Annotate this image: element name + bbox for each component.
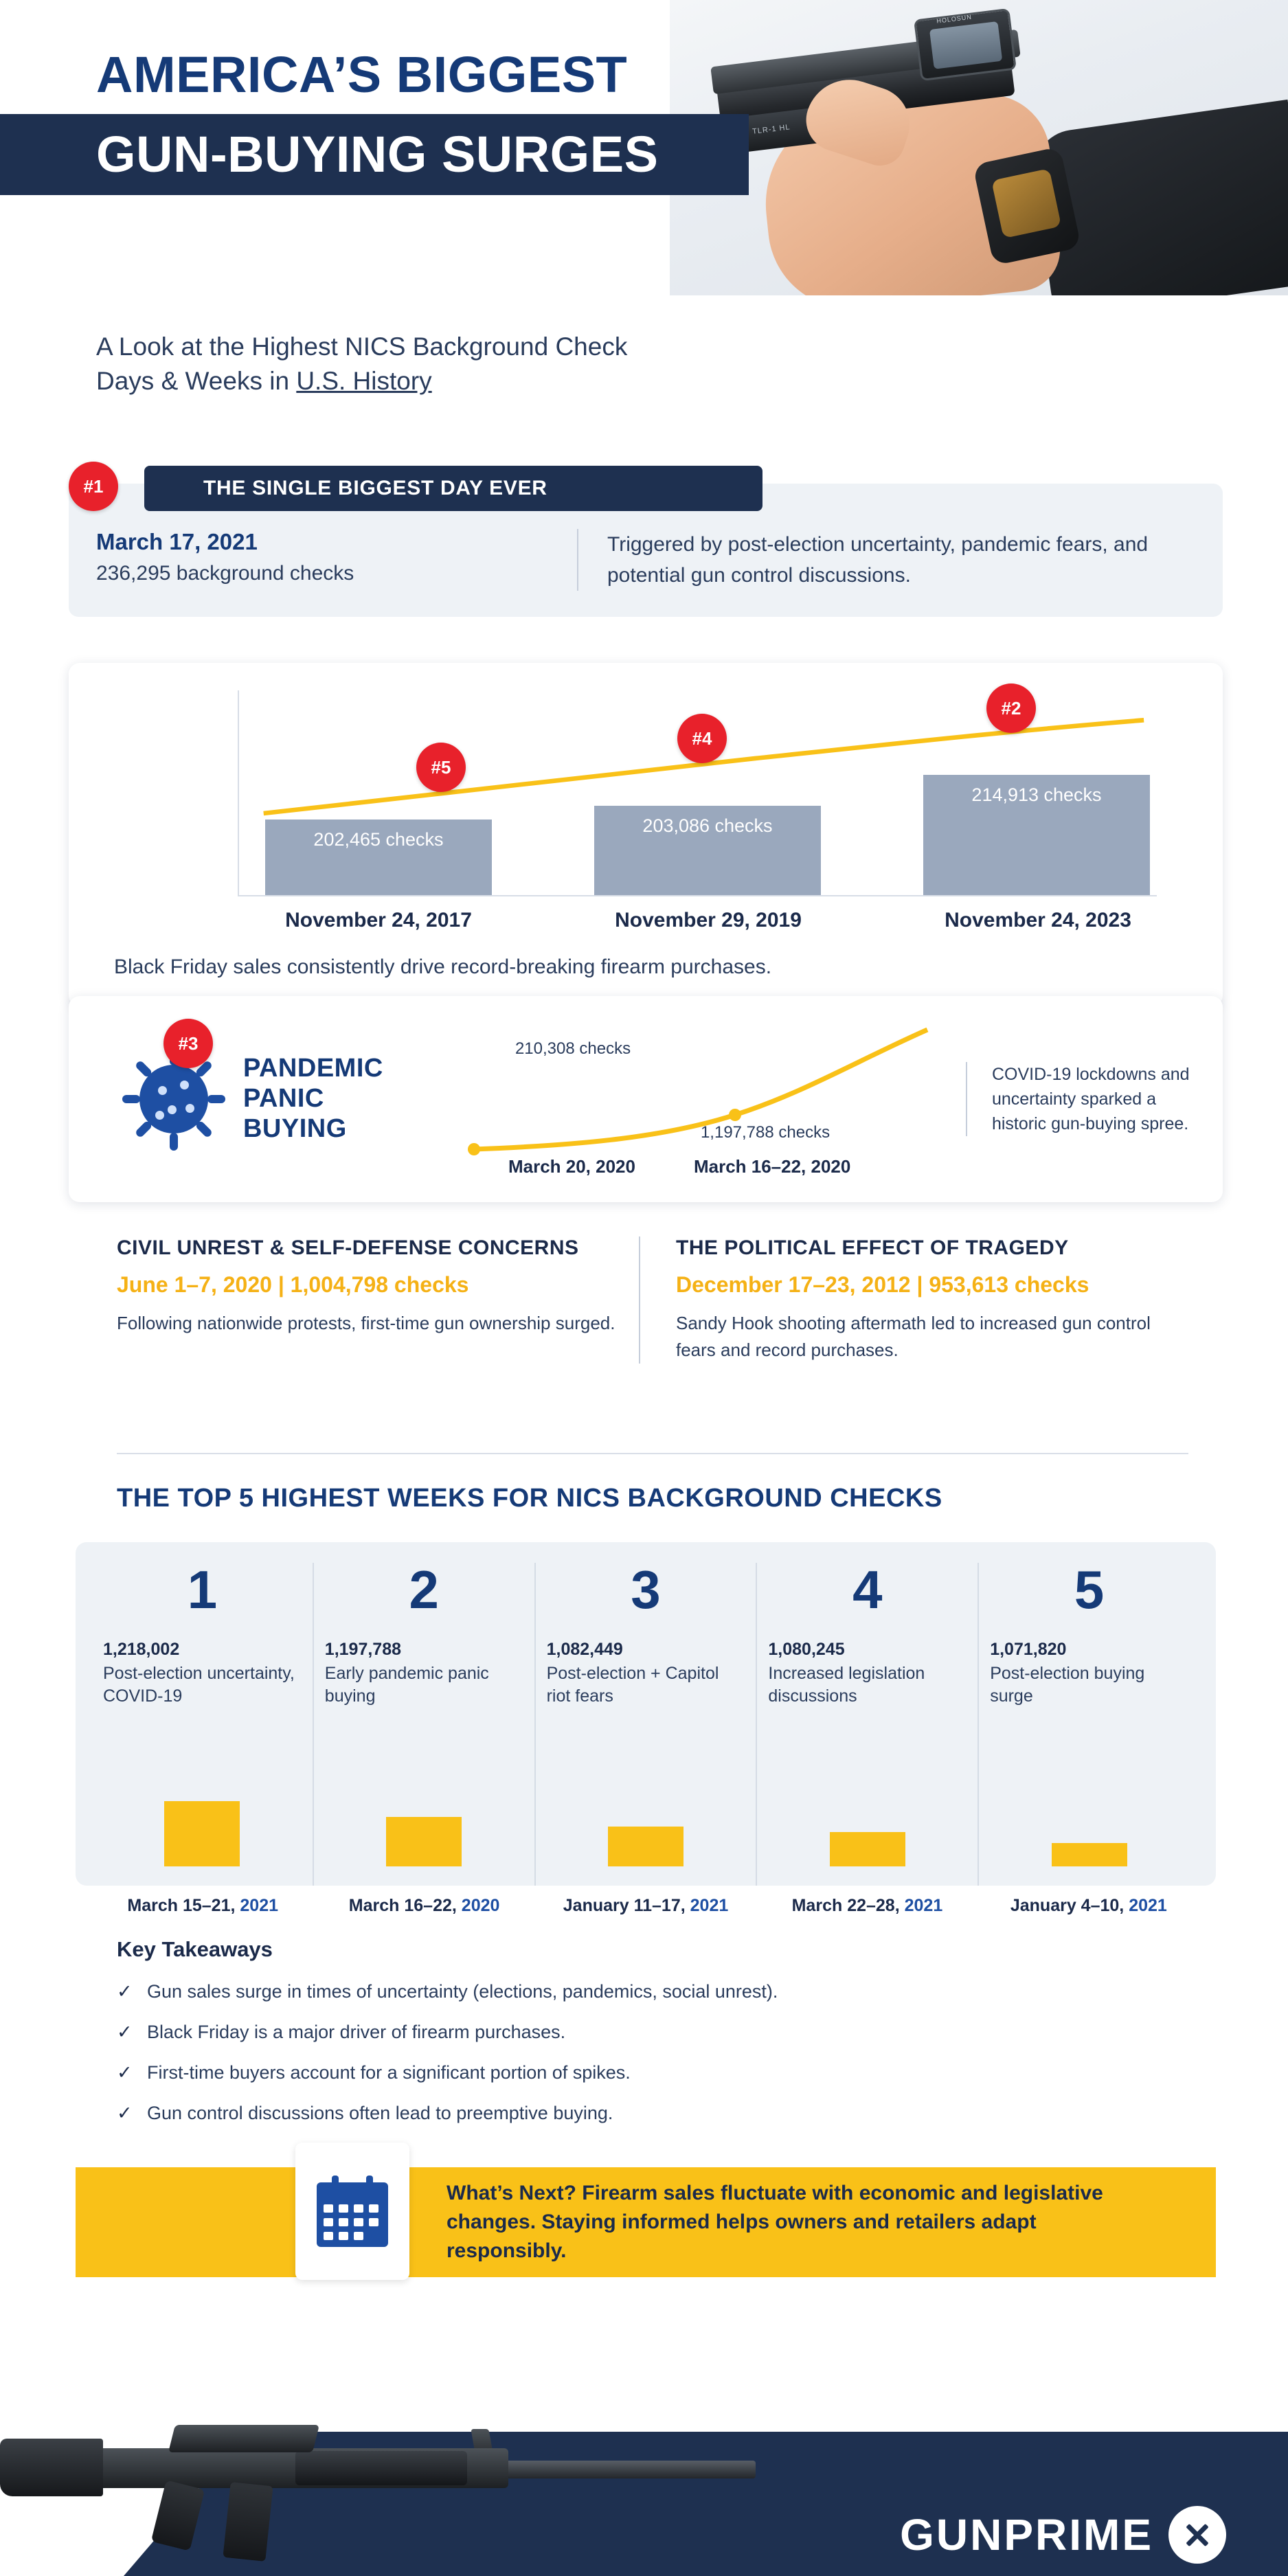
title-bar [0,114,749,195]
rank-badge-2: #2 [986,683,1036,733]
rifle-magazine [223,2482,273,2562]
top5-rank-2: 2 [409,1559,439,1620]
title-block [0,48,721,195]
key-takeaway-item [117,2022,1147,2043]
top5-date-4-year: 2021 [904,1896,943,1915]
top5-item-4 [756,1559,978,1886]
top5-rank-1: 1 [187,1559,218,1620]
top5-value-4: 1,080,245 [768,1640,845,1659]
rifle-carry-handle [168,2425,319,2452]
optic-brand-label: HOLOSUN [936,13,973,25]
pandemic-point1-label: 210,308 checks [515,1039,631,1058]
rifle-barrel [481,2461,756,2478]
key-takeaways [117,1937,1147,2124]
rifle-stock [0,2439,103,2496]
virus-spike [170,1133,178,1151]
top5-bar-2 [386,1817,462,1866]
top5-desc-4: Increased legislation discussions [768,1664,925,1706]
civil-unrest-column [117,1236,639,1364]
political-tragedy-column [639,1236,1161,1364]
top5-date-3 [535,1896,756,1916]
cta-text: What’s Next? Firearm sales fluctuate with economic and legislative changes. Staying informed helps owners and retailers adapt responsibly. [447,2182,1103,2262]
top5-item-1 [92,1559,313,1886]
top5-date-1-text: March 15–21, [127,1896,240,1915]
top5-item-2 [313,1559,534,1886]
top5-date-4 [756,1896,978,1916]
pandemic-point2-date: March 16–22, 2020 [693,1156,851,1177]
top5-item-5 [978,1559,1199,1886]
bar-2017: 202,465 checks [265,820,492,895]
key-takeaway-text: Gun sales surge in times of uncertainty (elections, pandemics, social unrest). [147,1981,778,2002]
x-mark-icon [1168,2506,1226,2564]
bar-2023: 214,913 checks [923,775,1150,895]
cta-banner [76,2167,1216,2277]
check-icon: ✓ [117,2103,133,2123]
subtitle-line-1: A Look at the Highest NICS Background Check [96,332,628,361]
title-line-1: AMERICA’S BIGGEST [96,46,628,103]
top5-date-1-year: 2021 [240,1896,279,1915]
subtitle-link-us-history[interactable]: U.S. History [296,366,432,395]
top5-bar-3 [608,1827,683,1866]
cta-icon-box [295,2143,409,2280]
red-dot-optic-icon [914,8,1017,81]
black-friday-chart-card [69,663,1223,1006]
single-day-date: March 17, 2021 [96,529,258,554]
key-takeaway-text: Gun control discussions often lead to preemptive buying. [147,2103,613,2123]
top5-date-labels [76,1896,1216,1916]
weapon-light-label: TLR-1 HL [752,123,791,136]
key-takeaway-text: Black Friday is a major driver of firearm purchases. [147,2022,566,2042]
check-icon: ✓ [117,2022,133,2042]
virus-dot [158,1086,167,1095]
virus-dot [185,1104,194,1113]
top5-bar-4 [830,1832,905,1866]
hero-photo [670,0,1288,295]
single-day-checks: 236,295 background checks [96,562,354,585]
subtitle [96,330,783,398]
title-line-2: GUN-BUYING SURGES [96,125,659,183]
calendar-icon [317,2176,388,2247]
top5-date-2-year: 2020 [461,1896,500,1915]
chart-x-tick-labels [265,909,1151,932]
top5-date-1 [92,1896,313,1916]
virus-spike [122,1095,140,1103]
single-day-description: Triggered by post-election uncertainty, pandemic fears, and potential gun control discussions. [577,529,1182,591]
pandemic-panic-card [69,996,1223,1202]
pandemic-point1-date: March 20, 2020 [508,1156,635,1177]
single-biggest-day-section [69,466,1223,617]
subtitle-line-2 [96,364,783,398]
chart-x-axis [238,895,1157,896]
key-takeaway-item [117,2062,1147,2083]
brand-name: GUNPRIME [900,2510,1153,2560]
watch-face [991,168,1061,238]
top5-desc-5: Post-election buying surge [990,1664,1145,1706]
black-friday-chart [190,690,1157,896]
top5-date-3-text: January 11–17, [563,1896,690,1915]
top5-rank-5: 5 [1074,1559,1105,1620]
virus-dot [180,1081,189,1089]
virus-spike [135,1120,153,1138]
brand-lockup[interactable] [900,2506,1226,2564]
political-tragedy-heading: THE POLITICAL EFFECT OF TRAGEDY [676,1236,1069,1259]
pandemic-title [243,1054,433,1144]
top5-date-5-year: 2021 [1129,1896,1167,1915]
top5-date-4-text: March 22–28, [791,1896,905,1915]
top5-desc-2: Early pandemic panic buying [324,1664,489,1706]
top5-desc-3: Post-election + Capitol riot fears [546,1664,719,1706]
top5-date-3-year: 2021 [690,1896,729,1915]
chart-y-axis [238,690,239,896]
x-label-2019: November 29, 2019 [615,909,802,931]
top5-date-2 [313,1896,534,1916]
pandemic-title-line-2: PANIC BUYING [242,1084,347,1143]
top5-bar-5 [1052,1843,1127,1866]
bar-2019: 203,086 checks [594,806,821,895]
pandemic-point2-label: 1,197,788 checks [700,1123,831,1142]
rifle-illustration [0,2397,769,2555]
calendar-body [317,2197,388,2247]
political-tragedy-stat: December 17–23, 2012 | 953,613 checks [676,1272,1089,1297]
top5-value-5: 1,071,820 [990,1640,1067,1659]
section-ribbon-title: THE SINGLE BIGGEST DAY EVER [144,466,762,511]
black-friday-note: Black Friday sales consistently drive record-breaking firearm purchases. [114,956,772,978]
top5-bar-1 [164,1801,240,1866]
rank-badge-5: #5 [416,743,466,792]
top5-value-3: 1,082,449 [546,1640,623,1659]
check-icon: ✓ [117,2062,133,2083]
two-column-stats [117,1236,1188,1364]
pandemic-line-chart [460,1027,941,1177]
top5-date-5-text: January 4–10, [1010,1896,1129,1915]
optic-glass [929,21,1002,69]
top5-date-5 [978,1896,1199,1916]
civil-unrest-stat: June 1–7, 2020 | 1,004,798 checks [117,1272,469,1297]
x-label-2017: November 24, 2017 [285,909,472,931]
key-takeaways-heading: Key Takeaways [117,1937,273,1961]
top5-rank-4: 4 [852,1559,883,1620]
virus-icon [122,1032,224,1151]
pandemic-description: COVID-19 lockdowns and uncertainty sparked a historic gun-buying spree. [966,1062,1190,1137]
check-icon: ✓ [117,1981,133,2002]
top5-rank-3: 3 [631,1559,661,1620]
virus-spike [207,1095,225,1103]
top5-value-2: 1,197,788 [324,1640,402,1659]
top5-item-3 [534,1559,756,1886]
top5-desc-1: Post-election uncertainty, COVID-19 [103,1664,295,1706]
top5-panel [76,1542,1216,1886]
civil-unrest-body: Following nationwide protests, first-time gun ownership surged. [117,1313,615,1333]
civil-unrest-heading: CIVIL UNREST & SELF-DEFENSE CONCERNS [117,1236,579,1259]
hero-section [0,0,1288,395]
x-label-2023: November 24, 2023 [945,909,1131,931]
key-takeaway-item [117,1981,1147,2002]
pandemic-title-line-1: PANDEMIC [242,1054,383,1083]
key-takeaway-text: First-time buyers account for a significant portion of spikes. [147,2062,631,2083]
section-divider [117,1453,1188,1454]
key-takeaway-item [117,2103,1147,2124]
single-day-body [96,529,1195,591]
footer [0,2391,1288,2576]
calendar-header [317,2182,388,2197]
top5-value-1: 1,218,002 [103,1640,180,1659]
virus-dot [168,1105,177,1114]
virus-dot [155,1111,164,1120]
top5-grid [76,1542,1216,1886]
virus-spike [194,1120,213,1138]
rank-badge-4: #4 [677,714,727,763]
rank-badge-1: #1 [69,462,118,511]
rifle-grip [151,2480,205,2551]
top5-title: THE TOP 5 HIGHEST WEEKS FOR NICS BACKGROUND CHECKS [117,1484,942,1513]
political-tragedy-body: Sandy Hook shooting aftermath led to increased gun control fears and record purchases. [676,1313,1151,1360]
subtitle-line-2-prefix: Days & Weeks in [96,366,297,395]
rank-badge-3: #3 [163,1019,213,1068]
top5-date-2-text: March 16–22, [348,1896,462,1915]
rifle-handguard [295,2451,467,2485]
single-day-left [96,529,577,591]
